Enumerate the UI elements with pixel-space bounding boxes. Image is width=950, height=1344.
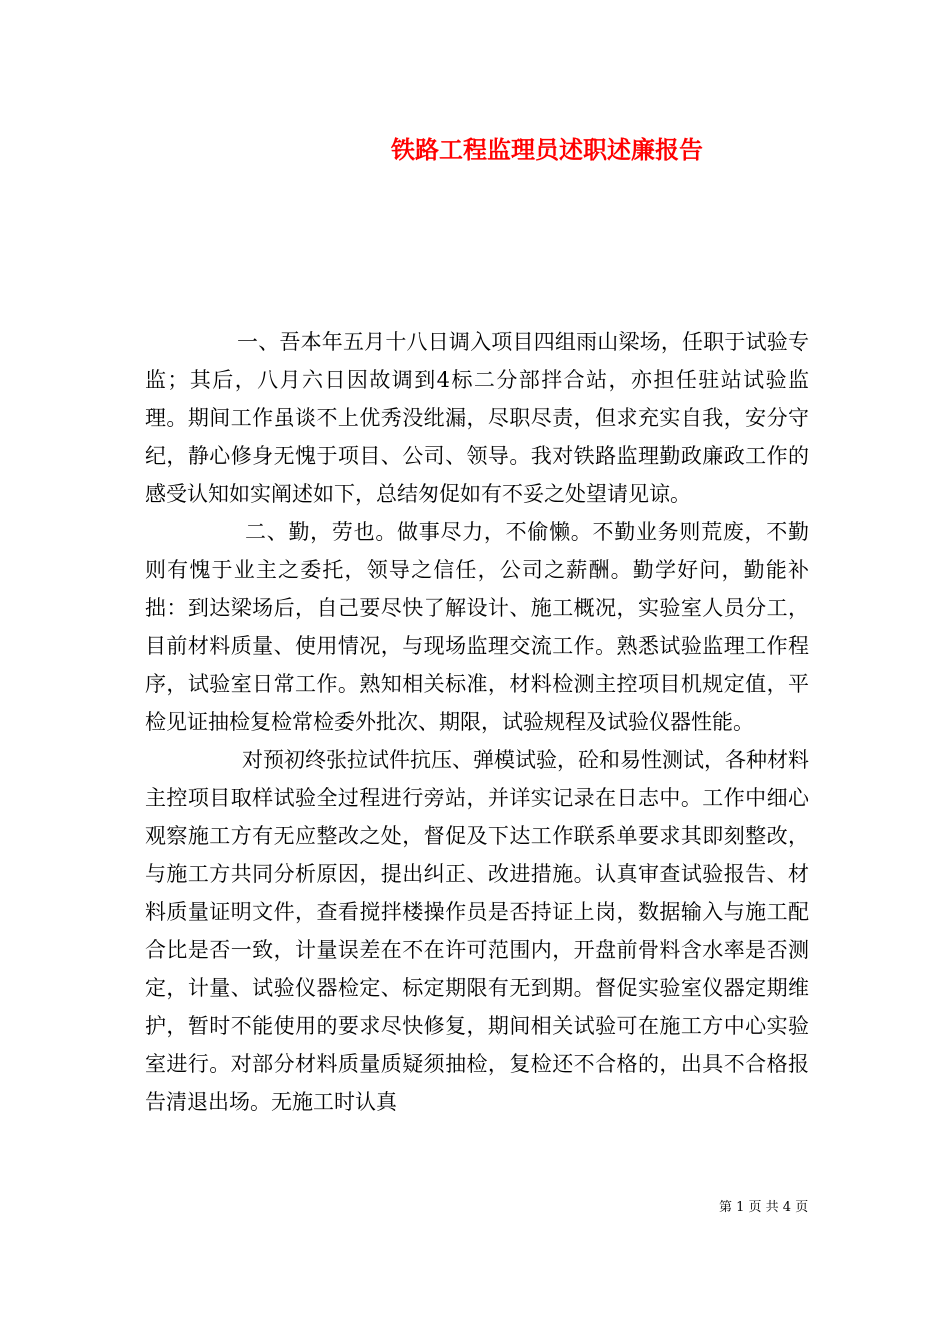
paragraph-1: 一、吾本年五月十八日调入项目四组雨山梁场，任职于试验专监；其后，八月六日因故调到4标二分部拌合站，亦担任驻站试验监理。期间工作虽谈不上优秀没纰漏，尽职尽责，但求充实自我，安分守纪，静心修身无愧于项目、公司、领导。我对铁路监理勤政廉政工作的感受认知如实阐述如下，总结匆促如有不妥之处望请见谅。 — [145, 330, 809, 506]
page-number-footer: 第 1 页 共 4 页 — [719, 1200, 809, 1215]
document-body — [145, 323, 809, 1121]
paragraph-2: 二、勤，劳也。做事尽力，不偷懒。不勤业务则荒废，不勤则有愧于业主之委托，领导之信任，公司之薪酬。勤学好问，勤能补拙：到达梁场后，自己要尽快了解设计、施工概况，实验室人员分工，目前材料质量、使用情况，与现场监理交流工作。熟悉试验监理工作程序，试验室日常工作。熟知相关标准，材料检测主控项目机规定值，平检见证抽检复检常检委外批次、期限，试验规程及试验仪器性能。 — [145, 520, 809, 734]
paragraph-3: 对预初终张拉试件抗压、弹模试验，砼和易性测试，各种材料主控项目取样试验全过程进行旁站，并详实记录在日志中。工作中细心观察施工方有无应整改之处，督促及下达工作联系单要求其即刻整改，与施工方共同分析原因，提出纠正、改进措施。认真审查试验报告、材料质量证明文件，查看搅拌楼操作员是否持证上岗，数据输入与施工配合比是否一致，计量误差在不在许可范围内，开盘前骨料含水率是否测定，计量、试验仪器检定、标定期限有无到期。督促实验室仪器定期维护，暂时不能使用的要求尽快修复，期间相关试验可在施工方中心实验室进行。对部分材料质量质疑须抽检，复检还不合格的，出具不合格报告清退出场。无施工时认真 — [145, 748, 809, 1114]
document-title: 铁路工程监理员述职述廉报告 — [391, 135, 703, 164]
